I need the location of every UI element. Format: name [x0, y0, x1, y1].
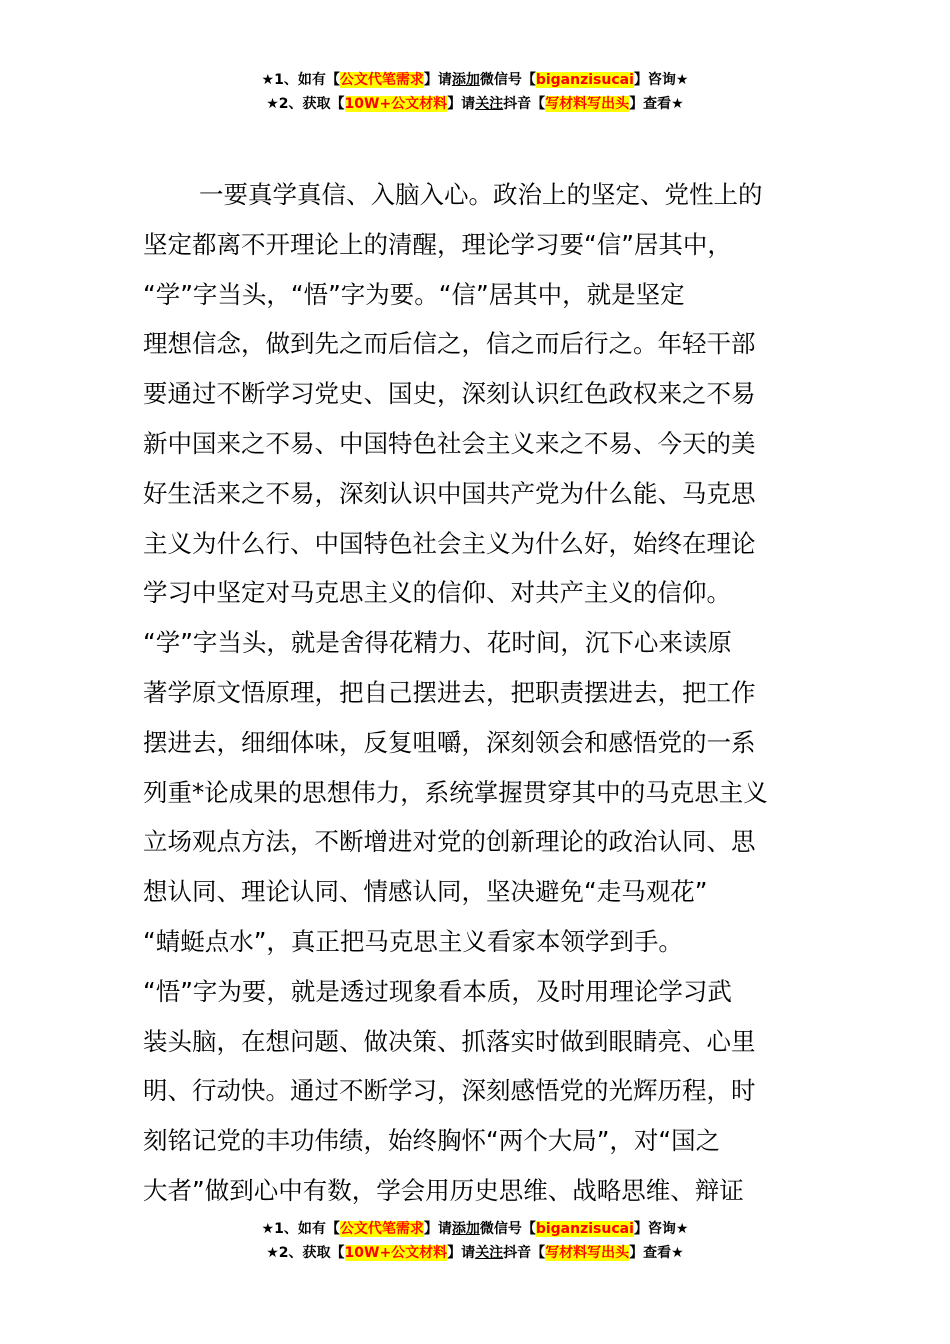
text-line: 坚定都离不开理论上的清醒，理论学习要“信”居其中， — [143, 229, 732, 259]
banner-highlight: 公文代笔需求 — [339, 1221, 424, 1237]
banner-highlight: biganzisucai — [535, 72, 634, 88]
banner-text: 微信号【 — [479, 72, 536, 88]
text-line: 主义为什么行、中国特色社会主义为什么好，始终在理论 — [143, 528, 756, 558]
header-banner — [0, 68, 950, 116]
banner-text: ★1、如有【 — [261, 1221, 340, 1237]
banner-text: 】请 — [447, 1245, 476, 1261]
banner-text: ★2、获取【 — [266, 96, 345, 112]
banner-underlined-text: 添加 — [451, 1221, 480, 1237]
footer-banner — [0, 1217, 950, 1265]
banner-underlined-text: 关注 — [475, 1245, 504, 1261]
banner-text: 微信号【 — [479, 1221, 536, 1237]
banner-highlight: biganzisucai — [535, 1221, 634, 1237]
text-line: 装头脑，在想问题、做决策、抓落实时做到眼睛亮、心里 — [143, 1026, 756, 1056]
text-line: 摆进去，细细体味，反复咀嚼，深刻领会和感悟党的一系 — [143, 727, 756, 757]
text-line: 大者”做到心中有数，学会用历史思维、战略思维、辩证 — [143, 1175, 744, 1205]
text-line: “悟”字为要，就是透过现象看本质，及时用理论学习武 — [143, 976, 732, 1006]
text-line: 著学原文悟原理，把自己摆进去，把职责摆进去，把工作 — [143, 677, 756, 707]
text-line: 要通过不断学习党史、国史，深刻认识红色政权来之不易 — [143, 379, 756, 409]
banner-line-2 — [0, 92, 950, 116]
text-line: “学”字当头，就是舍得花精力、花时间，沉下心来读原 — [143, 628, 732, 658]
banner-text: 抖音【 — [503, 96, 546, 112]
banner-underlined-text: 关注 — [475, 96, 504, 112]
banner-text: 】请 — [423, 1221, 452, 1237]
banner-highlight: 10W+公文材料 — [344, 1245, 448, 1261]
text-line: 好生活来之不易，深刻认识中国共产党为什么能、马克思 — [143, 478, 756, 508]
banner-text: 】请 — [423, 72, 452, 88]
banner-text: 】咨询★ — [633, 72, 689, 88]
text-line: “蜻蜓点水”，真正把马克思主义看家本领学到手。 — [143, 926, 683, 956]
text-line: 想认同、理论认同、情感认同，坚决避免“走马观花” — [143, 877, 708, 907]
banner-line-2 — [0, 1241, 950, 1265]
banner-text: 抖音【 — [503, 1245, 546, 1261]
document-body — [143, 170, 807, 1216]
text-line: 立场观点方法，不断增进对党的创新理论的政治认同、思 — [143, 827, 756, 857]
text-line: 明、行动快。通过不断学习，深刻感悟党的光辉历程，时 — [143, 1076, 756, 1106]
banner-highlight: 10W+公文材料 — [344, 96, 448, 112]
banner-highlight: 写材料写出头 — [545, 96, 630, 112]
text-line: 新中国来之不易、中国特色社会主义来之不易、今天的美 — [143, 428, 756, 458]
banner-text: ★2、获取【 — [266, 1245, 345, 1261]
banner-highlight: 公文代笔需求 — [339, 72, 424, 88]
banner-text: 】查看★ — [629, 1245, 684, 1261]
banner-line-1 — [0, 1217, 950, 1241]
banner-text: 】咨询★ — [633, 1221, 689, 1237]
banner-underlined-text: 添加 — [451, 72, 480, 88]
text-line: 刻铭记党的丰功伟绩，始终胸怀“两个大局”，对“国之 — [143, 1126, 721, 1156]
text-line: 一要真学真信、入脑入心。政治上的坚定、党性上的 — [199, 180, 763, 209]
banner-text: 】查看★ — [629, 96, 684, 112]
text-line: 列重*论成果的思想伟力，系统掌握贯穿其中的马克思主义 — [143, 777, 768, 807]
banner-text: ★1、如有【 — [261, 72, 340, 88]
text-line: “学”字当头，“悟”字为要。“信”居其中，就是坚定 — [143, 279, 685, 309]
text-line: 学习中坚定对马克思主义的信仰、对共产主义的信仰。 — [143, 578, 731, 608]
banner-line-1 — [0, 68, 950, 92]
banner-text: 】请 — [447, 96, 476, 112]
text-line: 理想信念，做到先之而后信之，信之而后行之。年轻干部 — [143, 329, 756, 359]
banner-highlight: 写材料写出头 — [545, 1245, 630, 1261]
